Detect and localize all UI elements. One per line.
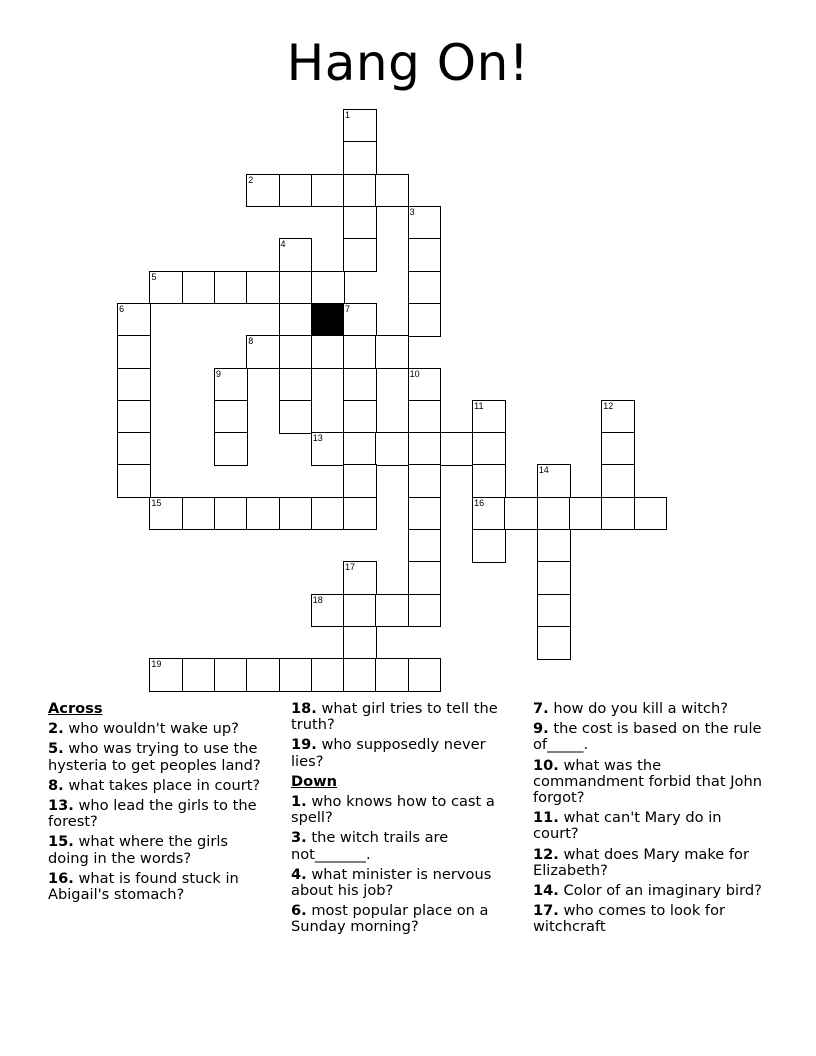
grid-cell[interactable] [117, 368, 151, 402]
clue-number: 17 [345, 562, 356, 573]
grid-cell[interactable] [440, 432, 474, 466]
clue-number: 14 [538, 465, 549, 476]
clue-down-11: 11. what can't Mary do in court? [533, 809, 722, 843]
grid-cell[interactable] [279, 400, 313, 434]
clues-column-1 [48, 701, 273, 907]
clue-number: 11 [474, 400, 484, 411]
grid-cell[interactable] [343, 594, 377, 628]
grid-cell[interactable] [214, 432, 248, 466]
grid-cell[interactable] [375, 335, 409, 369]
grid-cell[interactable] [472, 497, 506, 531]
grid-cell[interactable] [311, 497, 345, 531]
clue-across-13: 13. who lead the girls to the forest? [48, 797, 257, 831]
grid-cell[interactable] [343, 400, 377, 434]
grid-cell[interactable] [311, 271, 345, 305]
down-heading: Down [291, 772, 338, 790]
grid-cell[interactable] [634, 497, 668, 531]
grid-cell[interactable] [214, 271, 248, 305]
clues-column-3 [533, 701, 765, 940]
grid-cell[interactable] [537, 529, 571, 563]
clue-down-6: 6. most popular place on a Sunday morning? [291, 902, 489, 936]
clue-down-9: 9. the cost is based on the rule of_____. [533, 720, 762, 754]
grid-cell[interactable] [472, 529, 506, 563]
blocked-cell [311, 303, 345, 337]
grid-cell[interactable] [537, 561, 571, 595]
grid-cell[interactable] [182, 271, 216, 305]
grid-cell[interactable] [343, 626, 377, 660]
clue-down-17: 17. who comes to look for witchcraft [533, 902, 726, 936]
clue-down-10: 10. what was the commandment forbid that John forgot? [533, 756, 762, 807]
puzzle-title: Hang On! [286, 34, 530, 92]
clue-number: 13 [312, 433, 323, 444]
grid-cell[interactable] [375, 432, 409, 466]
grid-cell[interactable] [408, 368, 442, 402]
grid-cell[interactable] [279, 238, 313, 272]
clue-down-14: 14. Color of an imaginary bird? [533, 882, 762, 900]
grid-cell[interactable] [279, 658, 313, 692]
grid-cell[interactable] [279, 497, 313, 531]
grid-cell[interactable] [408, 594, 442, 628]
grid-cell[interactable] [408, 432, 442, 466]
grid-cell[interactable] [601, 432, 635, 466]
grid-cell[interactable] [375, 658, 409, 692]
grid-cell[interactable] [343, 206, 377, 240]
grid-cell[interactable] [246, 335, 280, 369]
grid-cell[interactable] [311, 432, 345, 466]
clue-across-2: 2. who wouldn't wake up? [48, 720, 239, 738]
grid-cell[interactable] [343, 432, 377, 466]
clue-number: 7 [345, 303, 351, 314]
grid-cell[interactable] [601, 464, 635, 498]
grid-cell[interactable] [343, 238, 377, 272]
grid-cell[interactable] [246, 271, 280, 305]
grid-cell[interactable] [343, 368, 377, 402]
grid-cell[interactable] [601, 400, 635, 434]
grid-cell[interactable] [408, 303, 442, 337]
grid-cell[interactable] [343, 174, 377, 208]
clue-number: 10 [409, 368, 420, 379]
grid-cell[interactable] [149, 658, 183, 692]
clue-number: 6 [119, 303, 125, 314]
grid-cell[interactable] [537, 464, 571, 498]
grid-cell[interactable] [279, 368, 313, 402]
grid-cell[interactable] [311, 174, 345, 208]
grid-cell[interactable] [408, 658, 442, 692]
clue-across-5: 5. who was trying to use the hysteria to get peoples land? [48, 740, 261, 774]
grid-cell[interactable] [343, 464, 377, 498]
clue-number: 1 [345, 110, 351, 121]
across-heading: Across [48, 700, 103, 717]
grid-cell[interactable] [504, 497, 538, 531]
clue-number: 15 [151, 497, 162, 508]
grid-cell[interactable] [182, 497, 216, 531]
grid-cell[interactable] [343, 658, 377, 692]
grid-cell[interactable] [149, 271, 183, 305]
grid-cell[interactable] [182, 658, 216, 692]
grid-cell[interactable] [246, 174, 280, 208]
grid-cell[interactable] [117, 335, 151, 369]
clue-number: 19 [151, 659, 162, 670]
clue-number: 18 [312, 594, 323, 605]
clue-down-4: 4. what minister is nervous about his job? [291, 865, 492, 900]
clue-number: 16 [474, 497, 485, 508]
clue-number: 4 [280, 239, 286, 250]
grid-cell[interactable] [214, 658, 248, 692]
clue-number: 2 [248, 174, 254, 185]
grid-cell[interactable] [343, 561, 377, 595]
grid-cell[interactable] [472, 400, 506, 434]
grid-cell[interactable] [408, 529, 442, 563]
grid-cell[interactable] [537, 497, 571, 531]
grid-cell[interactable] [246, 658, 280, 692]
clue-across-16: 16. what is found stuck in Abigail's stomach? [48, 869, 239, 904]
grid-cell[interactable] [343, 335, 377, 369]
clue-down-1: 1. who knows how to cast a spell? [291, 793, 495, 827]
clue-across-15: 15. what where the girls doing in the words? [48, 833, 229, 867]
grid-cell[interactable] [117, 432, 151, 466]
grid-cell[interactable] [214, 400, 248, 434]
clues-column-2 [291, 701, 519, 940]
grid-cell[interactable] [279, 335, 313, 369]
grid-cell[interactable] [408, 464, 442, 498]
clue-down-3: 3. the witch trails are not_______. [291, 829, 449, 863]
grid-cell[interactable] [214, 368, 248, 402]
grid-cell[interactable] [311, 335, 345, 369]
grid-cell[interactable] [408, 561, 442, 595]
grid-cell[interactable] [279, 303, 313, 337]
grid-cell[interactable] [472, 464, 506, 498]
grid-cell[interactable] [343, 109, 377, 143]
grid-cell[interactable] [408, 238, 442, 272]
grid-cell[interactable] [408, 206, 442, 240]
grid-cell[interactable] [279, 271, 313, 305]
grid-cell[interactable] [537, 626, 571, 660]
clue-number: 9 [215, 368, 221, 379]
grid-cell[interactable] [311, 658, 345, 692]
clue-across-8: 8. what takes place in court? [48, 776, 261, 794]
clue-down-12: 12. what does Mary make for Elizabeth? [533, 845, 749, 879]
grid-cell[interactable] [246, 497, 280, 531]
clue-number: 12 [603, 400, 614, 411]
grid-cell[interactable] [408, 497, 442, 531]
clue-down-7: 7. how do you kill a witch? [533, 700, 728, 717]
grid-cell[interactable] [214, 497, 248, 531]
grid-cell[interactable] [279, 174, 313, 208]
clue-number: 5 [151, 271, 157, 282]
grid-cell[interactable] [149, 497, 183, 531]
grid-cell[interactable] [343, 303, 377, 337]
clue-across-19: 19. who supposedly never lies? [291, 736, 486, 770]
grid-cell[interactable] [601, 497, 635, 531]
clue-number: 3 [409, 207, 415, 217]
clue-number: 8 [248, 336, 254, 347]
grid-cell[interactable] [569, 497, 603, 531]
grid-cell[interactable] [117, 303, 151, 337]
grid-cell[interactable] [375, 174, 409, 208]
grid-cell[interactable] [343, 141, 377, 175]
grid-cell[interactable] [311, 594, 345, 628]
grid-cell[interactable] [472, 432, 506, 466]
grid-cell[interactable] [408, 400, 442, 434]
grid-cell[interactable] [343, 497, 377, 531]
grid-cell[interactable] [408, 271, 442, 305]
grid-cell[interactable] [375, 594, 409, 628]
clue-across-18: 18. what girl tries to tell the truth? [291, 700, 498, 734]
grid-cell[interactable] [537, 594, 571, 628]
grid-cell[interactable] [117, 464, 151, 498]
grid-cell[interactable] [117, 400, 151, 434]
